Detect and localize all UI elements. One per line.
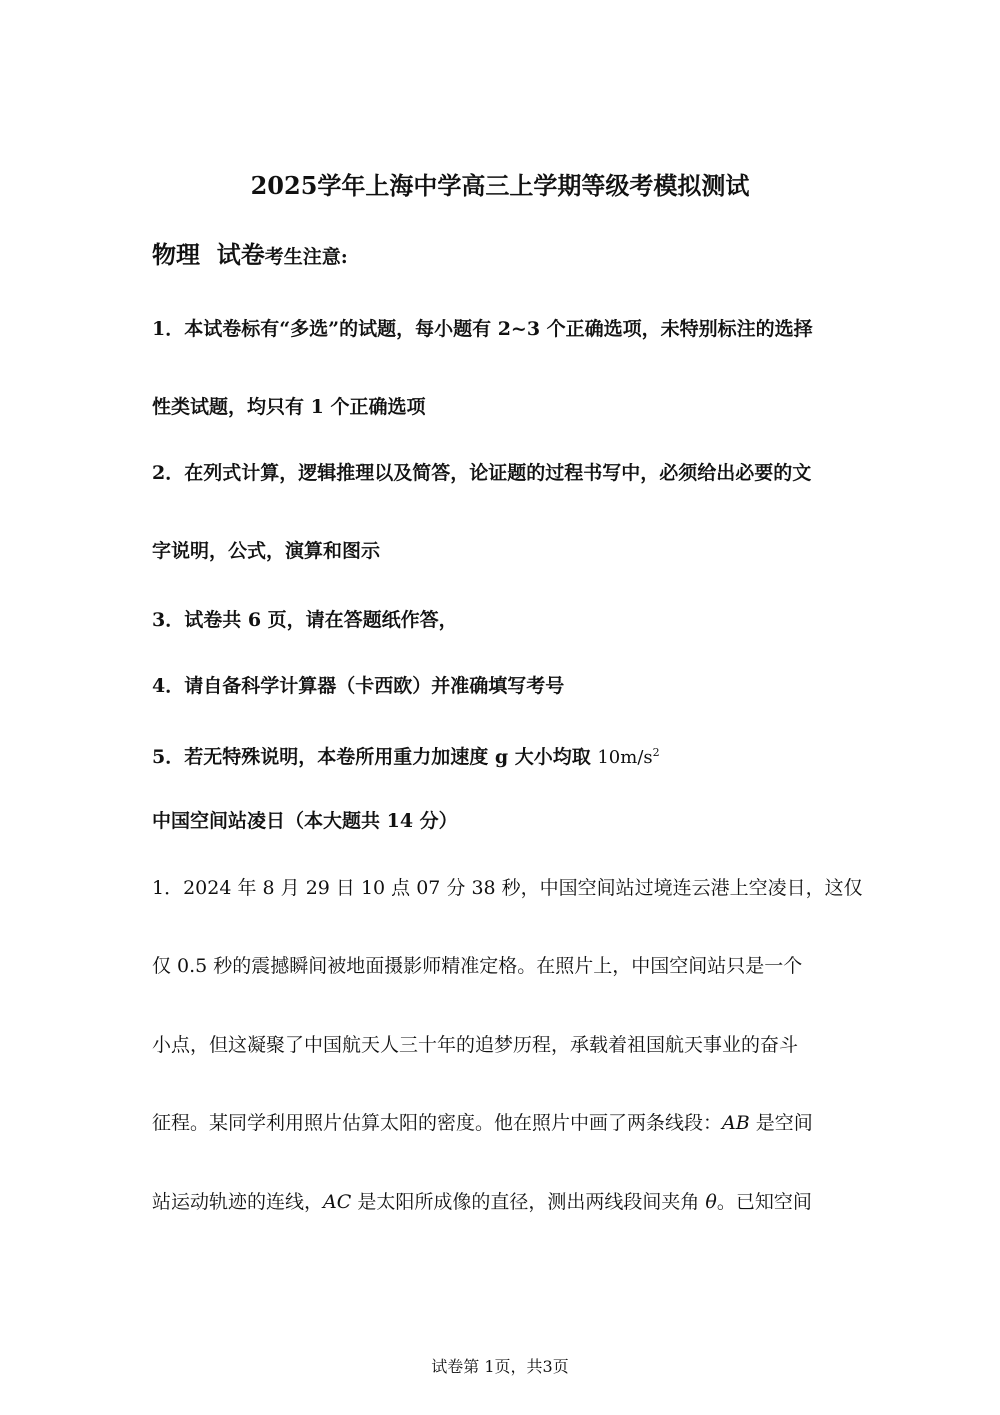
question-1-line-4 xyxy=(152,1110,852,1136)
notice-5-text: 5．若无特殊说明，本卷所用重力加速度 g 大小均取 xyxy=(152,746,598,768)
notice-heading: 考生注意: xyxy=(264,246,348,268)
section-heading: 中国空间站凌日（本大题共 14 分） xyxy=(152,810,458,832)
question-1-line-5-mid: 是太阳所成像的直径，测出两线段间夹角 xyxy=(351,1191,706,1213)
subject-line xyxy=(152,242,852,270)
segment-ab: AB xyxy=(722,1112,750,1134)
gravity-unit-exponent: 2 xyxy=(652,746,660,759)
question-1-line-1: 1．2024 年 8 月 29 日 10 点 07 分 38 秒，中国空间站过境连云港上空凌日，这仅 xyxy=(152,877,863,899)
question-1-line-4-tail: 是空间 xyxy=(749,1112,813,1134)
notice-4: 4．请自备科学计算器（卡西欧）并准确填写考号 xyxy=(152,675,565,697)
segment-ac: AC xyxy=(323,1191,352,1213)
question-1-line-4-text: 征程。某同学利用照片估算太阳的密度。他在照片中画了两条线段： xyxy=(152,1112,723,1134)
notice-5 xyxy=(152,740,852,771)
question-1-line-5-tail: 。已知空间 xyxy=(716,1191,812,1213)
question-1-line-2: 仅 0.5 秒的震撼瞬间被地面摄影师精准定格。在照片上，中国空间站只是一个 xyxy=(152,955,803,977)
gravity-unit xyxy=(597,747,659,768)
page-footer: 试卷第 1页，共3页 xyxy=(431,1357,569,1376)
notice-2-line-1: 2．在列式计算，逻辑推理以及简答，论证题的过程书写中，必须给出必要的文 xyxy=(152,462,812,484)
angle-theta: θ xyxy=(705,1191,717,1213)
gravity-unit-base: 10m/s xyxy=(597,747,653,768)
subject-title: 物理 试卷 xyxy=(152,240,265,269)
notice-3: 3．试卷共 6 页，请在答题纸作答， xyxy=(152,609,458,631)
exam-title: 2025学年上海中学高三上学期等级考模拟测试 xyxy=(250,171,750,200)
notice-1-line-2: 性类试题，均只有 1 个正确选项 xyxy=(152,396,426,418)
question-1-line-5-text: 站运动轨迹的连线， xyxy=(152,1191,324,1213)
question-1-line-3: 小点，但这凝聚了中国航天人三十年的追梦历程，承载着祖国航天事业的奋斗 xyxy=(152,1034,799,1056)
question-1-line-5 xyxy=(152,1189,852,1215)
notice-2-line-2: 字说明，公式，演算和图示 xyxy=(152,540,381,562)
notice-1-line-1: 1．本试卷标有“多选”的试题，每小题有 2~3 个正确选项，未特别标注的选择 xyxy=(152,318,813,340)
